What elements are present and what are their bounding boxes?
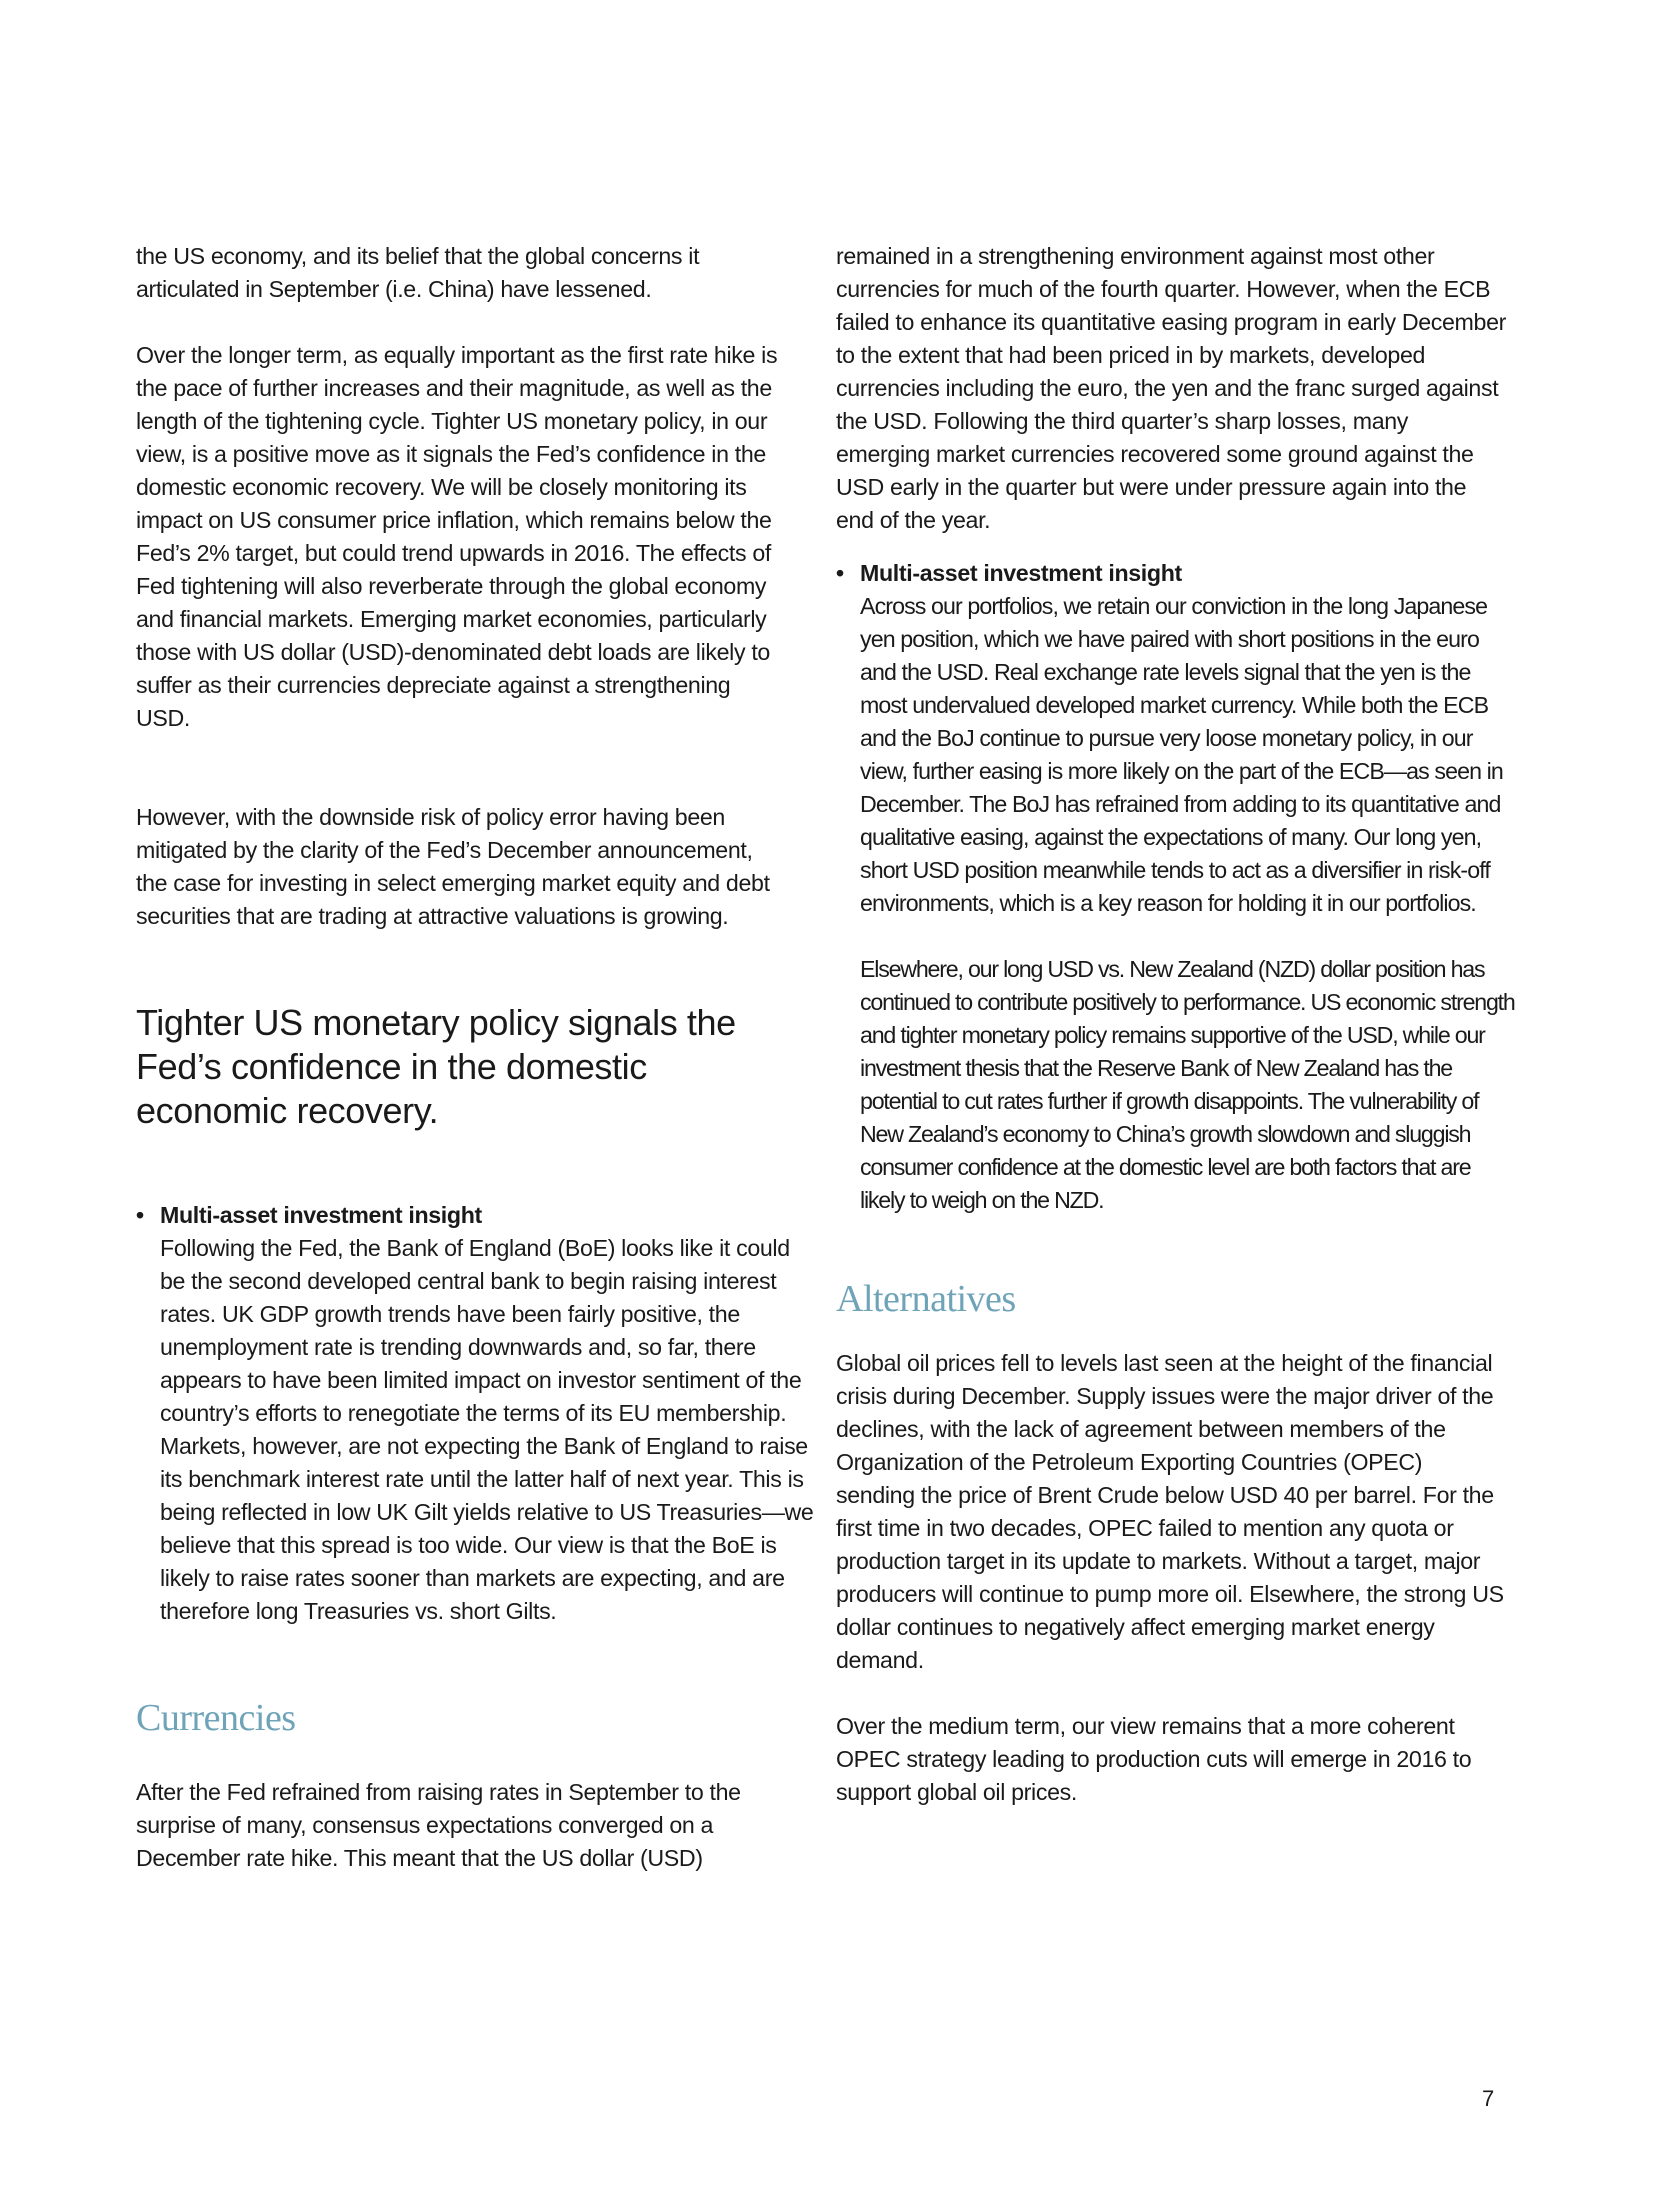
paragraph-however: However, with the downside risk of policy error having been mitigated by the clarity of the Fed’s December announcement, the case for investing in select emerging market equity and debt securities that are trading at attractive valuations is growing. (136, 804, 770, 929)
page-number: 7 (1482, 2086, 1495, 2111)
insight-body: Across our portfolios, we retain our conviction in the long Japanese yen position, which we have paired with short positions in the euro and the USD. Real exchange rate levels signal that the yen is the most undervalued developed market currency. While both the ECB and the BoJ continue to pursue very loose monetary policy, in our view, further easing is more likely on the part of the ECB—as seen in December. The BoJ has refrained from adding to its quantitative and qualitative easing, against the expectations of many. Our long yen, short USD position meanwhile tends to act as a diversifier in risk-off environments, which is a key reason for holding it in our portfolios. (860, 593, 1503, 916)
insight-title: Multi-asset investment insight (160, 1202, 482, 1228)
bullet-icon: • (836, 560, 845, 586)
left-column (136, 240, 816, 1875)
paragraph-intro-continued: the US economy, and its belief that the global concerns it articulated in September (i.e. China) have lessened. (136, 243, 700, 302)
insight-body: Following the Fed, the Bank of England (BoE) looks like it could be the second developed central bank to begin raising interest rates. UK GDP growth trends have been fairly positive, the unemployment rate is trending downwards and, so far, there appears to have been limited impact on investor sentiment of the country’s efforts to renegotiate the terms of its EU membership. Markets, however, are not expecting the Bank of England to raise its benchmark interest rate until the latter half of next year. This is being reflected in low UK Gilt yields relative to US Treasuries—we believe that this spread is too wide. Our view is that the BoE is likely to raise rates sooner than markets are expecting, and are therefore long Treasuries vs. short Gilts. (160, 1235, 814, 1624)
insight-bullet-yen (836, 557, 1516, 1217)
paragraph-oil: Global oil prices fell to levels last seen at the height of the financial crisis during December. Supply issues were the major driver of the declines, with the lack of agreement between members of the Organization of the Petroleum Exporting Countries (OPEC) sending the price of Brent Crude below USD 40 per barrel. For the first time in two decades, OPEC failed to mention any quota or production target in its update to markets. Without a target, major producers will continue to pump more oil. Elsewhere, the strong US dollar continues to negatively affect emerging market energy demand. (836, 1350, 1504, 1673)
paragraph-medium-term: Over the medium term, our view remains that a more coherent OPEC strategy leading to production cuts will emerge in 2016 to support global oil prices. (836, 1713, 1472, 1805)
paragraph-currencies: After the Fed refrained from raising rates in September to the surprise of many, consensus expectations converged on a December rate hike. This meant that the US dollar (USD) (136, 1779, 741, 1871)
bullet-icon: • (136, 1202, 145, 1228)
section-heading-currencies: Currencies (136, 1697, 296, 1739)
paragraph-currencies-continued: remained in a strengthening environment against most other currencies for much of the fourth quarter. However, when the ECB failed to enhance its quantitative easing program in early December to the extent that had been priced in by markets, developed currencies including the euro, the yen and the franc surged against the USD. Following the third quarter’s sharp losses, many emerging market currencies recovered some ground against the USD early in the quarter but were under pressure again into the end of the year. (836, 243, 1506, 533)
pull-quote: Tighter US monetary policy signals the Fed’s confidence in the domestic economic recovery. (136, 1002, 736, 1131)
insight-body-nzd: Elsewhere, our long USD vs. New Zealand (NZD) dollar position has continued to contribute positively to performance. US economic strength and tighter monetary policy remains supportive of the USD, while our investment thesis that the Reserve Bank of New Zealand has the potential to cut rates further if growth disappoints. The vulnerability of New Zealand’s economy to China’s growth slowdown and sluggish consumer confidence at the domestic level are both factors that are likely to weigh on the NZD. (860, 956, 1515, 1213)
right-column (836, 240, 1516, 1809)
section-heading-alternatives: Alternatives (836, 1278, 1016, 1320)
insight-bullet-boe (136, 1199, 816, 1628)
paragraph-longer-term: Over the longer term, as equally important as the first rate hike is the pace of further increases and their magnitude, as well as the length of the tightening cycle. Tighter US monetary policy, in our view, is a positive move as it signals the Fed’s confidence in the domestic economic recovery. We will be closely monitoring its impact on US consumer price inflation, which remains below the Fed’s 2% target, but could trend upwards in 2016. The effects of Fed tightening will also reverberate through the global economy and financial markets. Emerging market economies, particularly those with US dollar (USD)-denominated debt loads are likely to suffer as their currencies depreciate against a strengthening USD. (136, 342, 778, 731)
insight-title: Multi-asset investment insight (860, 560, 1182, 586)
